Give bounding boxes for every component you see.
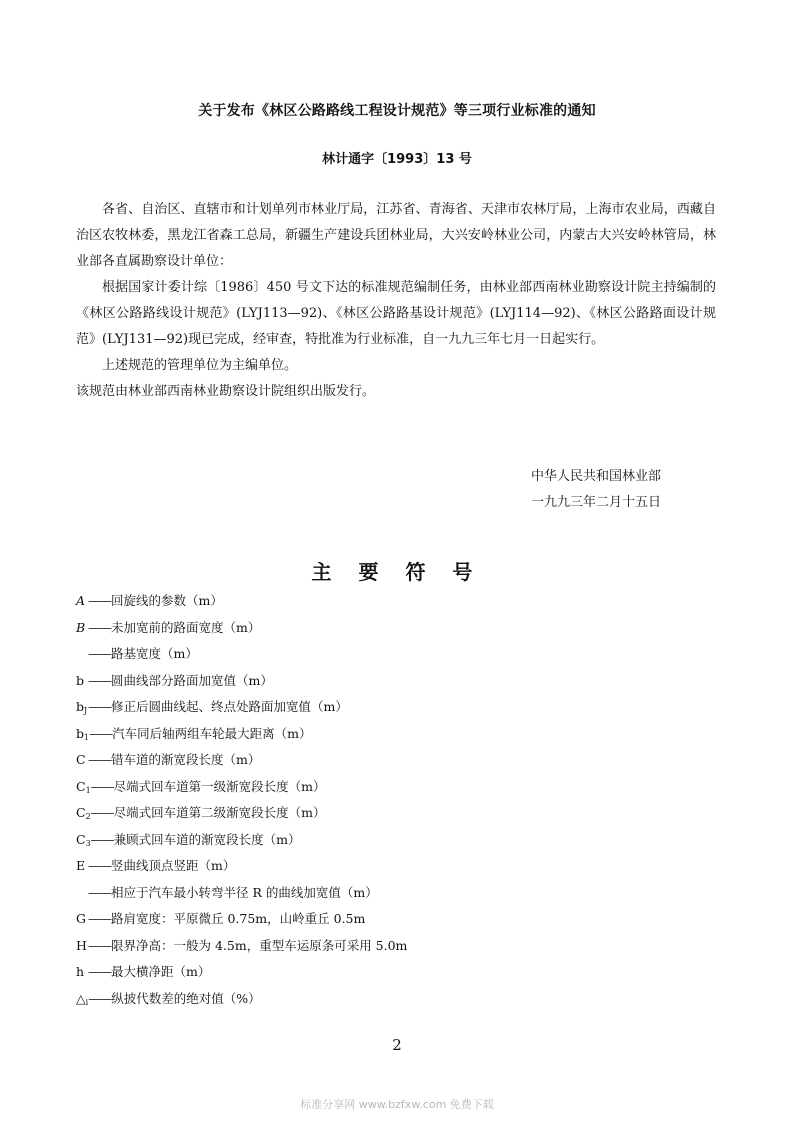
symbol-dash: —— xyxy=(88,964,111,979)
symbol-description: 尽端式回车道第一级渐宽段长度（m） xyxy=(113,778,326,794)
symbol-description: 未加宽前的路面宽度（m） xyxy=(111,619,261,635)
symbol-subscript: i xyxy=(85,997,89,1007)
symbol-description: 回旋线的参数（m） xyxy=(111,593,223,608)
symbol-letter: H xyxy=(76,937,87,953)
symbol-dash: —— xyxy=(88,937,111,953)
symbol-item xyxy=(76,853,716,880)
symbol-item xyxy=(76,747,716,774)
addressee-paragraph: 各省、自治区、直辖市和计划单列市林业厅局，江苏省、青海省、天津市农林厅局，上海市农业局，西藏自治区农牧林委，黑龙江省森工总局，新疆生产建设兵团林业局，大兴安岭林业公司，内蒙古大兴安岭林管局，林业部各直属勘察设计单位： xyxy=(76,202,716,269)
symbol-description: 兼顾式回车道的渐宽段长度（m） xyxy=(113,831,301,847)
symbol-description: 限界净高：一般为 4.5m，重型车运原条可采用 5.0m xyxy=(111,937,408,953)
symbol-item xyxy=(76,641,716,668)
symbol-letter: C xyxy=(76,752,86,767)
symbol-description: 汽车同后轴两组车轮最大距离（m） xyxy=(112,725,312,741)
symbol-item xyxy=(76,588,716,615)
symbol-letter: h xyxy=(76,964,85,979)
symbol-letter: $b_1$ xyxy=(76,725,90,742)
symbol-letter: $C_3$ xyxy=(76,831,91,848)
symbol-letter: $b_J$ xyxy=(76,699,88,715)
symbol-item xyxy=(76,959,716,986)
symbol-letter: E xyxy=(76,858,86,873)
symbol-subscript: 1 xyxy=(85,785,91,795)
symbol-dash: —— xyxy=(88,884,111,900)
symbol-dash: —— xyxy=(88,990,112,1006)
symbol-item xyxy=(76,800,716,827)
symbol-description: 相应于汽车最小转弯半径 R 的曲线加宽值（m） xyxy=(111,884,378,900)
symbol-subscript: 3 xyxy=(85,838,91,848)
signature-issuer: 中华人民共和国林业部 xyxy=(531,469,662,484)
signature-date: 一九九三年二月十五日 xyxy=(531,495,662,510)
page-number: 2 xyxy=(392,1036,402,1054)
symbol-letter: G xyxy=(76,911,86,926)
symbol-description: 尽端式回车道第二级渐宽段长度（m） xyxy=(113,805,326,820)
symbol-dash: —— xyxy=(88,752,111,767)
symbol-subscript: 2 xyxy=(85,812,91,821)
symbol-letter: b xyxy=(76,672,85,688)
symbol-subscript: J xyxy=(84,706,88,715)
symbol-description: 错车道的渐宽段长度（m） xyxy=(111,752,261,767)
symbol-letter: B xyxy=(76,619,86,635)
notice-title: 关于发布《林区公路路线工程设计规范》等三项行业标准的通知 xyxy=(198,103,596,119)
symbol-dash: —— xyxy=(88,699,111,714)
symbol-dash: —— xyxy=(88,911,111,926)
symbol-description: 竖曲线顶点竖距（m） xyxy=(111,858,236,873)
body-paragraph: 上述规范的管理单位为主编单位。 xyxy=(102,358,298,373)
symbol-item xyxy=(76,933,716,960)
symbol-item xyxy=(76,774,716,801)
symbol-item xyxy=(76,880,716,907)
symbol-dash: —— xyxy=(89,725,113,741)
symbol-subscript: 1 xyxy=(84,732,90,742)
watermark: 标准分享网 www.bzfxw.com 免费下载 xyxy=(300,1098,494,1111)
symbol-letter: A xyxy=(76,593,86,608)
symbol-dash: —— xyxy=(88,646,111,661)
symbol-item xyxy=(76,827,716,854)
symbol-letter: $\triangle_i$ xyxy=(76,990,89,1007)
body-paragraph: 根据国家计委计综〔1986〕450 号文下达的标准规范编制任务，由林业部西南林业勘察设计院主持编制的《林区公路路线设计规范》(LYJ113—92)、《林区公路路基设计规范》(LYJ114—92)、《林区公路路面设计规范》(LYJ131—92)现已完成，经审查，特批准为行业标准，自一九九三年七月一日起实行。 xyxy=(76,280,716,347)
symbol-item xyxy=(76,694,716,721)
symbol-description: 路肩宽度：平原微丘 0.75m，山岭重丘 0.5m xyxy=(111,911,366,926)
symbol-description: 纵披代数差的绝对值（%） xyxy=(111,990,261,1006)
symbol-item xyxy=(76,906,716,933)
symbol-item xyxy=(76,668,716,695)
symbol-dash: —— xyxy=(88,619,111,635)
symbols-heading: 主 要 符 号 xyxy=(311,560,483,584)
symbol-description: 修正后圆曲线起、终点处路面加宽值（m） xyxy=(111,699,348,714)
symbol-item xyxy=(76,721,716,748)
symbol-letter: $C_1$ xyxy=(76,778,91,795)
body-paragraph: 该规范由林业部西南林业勘察设计院组织出版发行。 xyxy=(76,384,376,399)
symbol-dash: —— xyxy=(88,858,111,873)
symbol-dash: —— xyxy=(88,593,111,608)
symbol-dash: —— xyxy=(90,805,114,820)
symbol-item xyxy=(76,986,716,1013)
symbols-list xyxy=(76,588,716,1012)
symbol-description: 最大横净距（m） xyxy=(111,964,211,979)
symbol-description: 圆曲线部分路面加宽值（m） xyxy=(111,672,273,688)
symbol-letter: $C_2$ xyxy=(76,805,91,821)
symbol-description: 路基宽度（m） xyxy=(111,646,198,661)
symbol-dash: —— xyxy=(90,778,114,794)
document-number: 林计通字〔1993〕13 号 xyxy=(322,152,472,167)
symbol-dash: —— xyxy=(90,831,114,847)
symbol-item xyxy=(76,615,716,642)
symbol-dash: —— xyxy=(88,672,111,688)
